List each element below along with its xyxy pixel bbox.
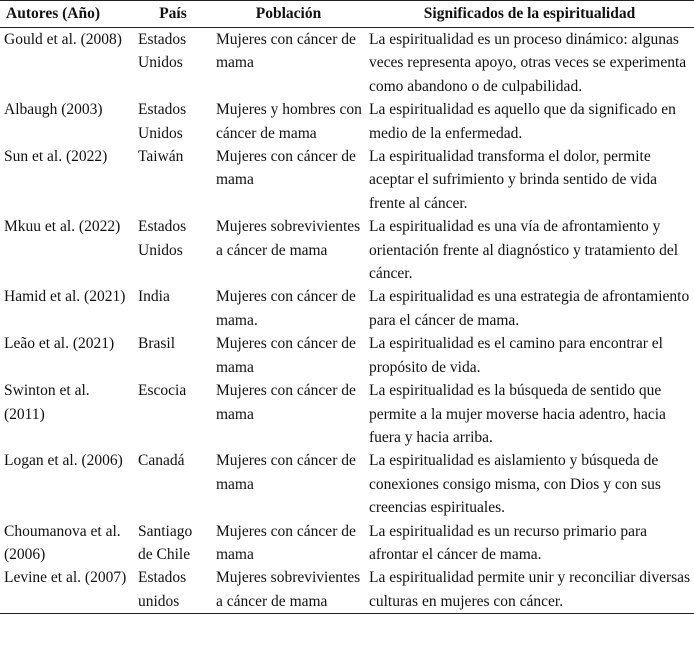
cell-meaning: La espiritualidad es un recurso primario para afrontar el cáncer de mama.: [369, 522, 648, 563]
header-country: País: [134, 1, 212, 28]
header-meaning: Significados de la espiritualidad: [365, 1, 694, 28]
table-body: [0, 28, 694, 614]
cell-country: India: [138, 288, 170, 306]
cell-meaning: La espiritualidad permite unir y reconciliar diversas culturas en mujeres con cáncer.: [365, 566, 694, 613]
cell-population: Mujeres con cáncer de mama: [216, 382, 356, 423]
cell-meaning: La espiritualidad es un proceso dinámico: algunas veces representa apoyo, otras veces se experimenta como abandono o de culpabilidad.: [369, 31, 687, 95]
table-row: [0, 566, 694, 613]
cell-country: Estados unidos: [134, 566, 212, 613]
table-row: [0, 145, 694, 215]
header-population: Población: [212, 1, 365, 28]
cell-population: Mujeres con cáncer de mama: [216, 522, 356, 563]
table-row: [0, 520, 694, 567]
table-row: [0, 28, 694, 99]
cell-authors: Levine et al. (2007): [0, 566, 134, 613]
cell-authors: Mkuu et al. (2022): [4, 218, 121, 236]
cell-population: Mujeres sobrevivientes a cáncer de mama: [212, 566, 365, 613]
table-header: [0, 1, 694, 28]
cell-authors: Logan et al. (2006): [4, 452, 123, 470]
cell-authors: Hamid et al. (2021): [4, 288, 126, 306]
cell-country: Estados Unidos: [138, 31, 187, 72]
cell-country: Santiago de Chile: [138, 522, 193, 563]
table-row: [0, 449, 694, 519]
table-row: [0, 98, 694, 145]
cell-meaning: La espiritualidad es una estrategia de afrontamiento para el cáncer de mama.: [369, 288, 690, 329]
cell-meaning: La espiritualidad es aislamiento y búsqueda de conexiones consigo misma, con Dios y con sus creencias espirituales.: [369, 452, 661, 517]
cell-population: Mujeres con cáncer de mama: [216, 148, 356, 189]
cell-meaning: La espiritualidad es la búsqueda de sentido que permite a la mujer moverse hacia adentro, hacia fuera y hacia arriba.: [369, 382, 666, 446]
cell-population: Mujeres con cáncer de mama.: [216, 288, 356, 329]
table-row: [0, 379, 694, 449]
cell-meaning: La espiritualidad es una vía de afrontamiento y orientación frente al diagnóstico y tratamiento del cáncer.: [369, 218, 679, 283]
table-row: [0, 215, 694, 285]
cell-country: Estados Unidos: [138, 101, 187, 142]
cell-country: Estados Unidos: [138, 218, 187, 259]
cell-population: Mujeres con cáncer de mama: [216, 335, 356, 376]
table-row: [0, 285, 694, 332]
cell-population: Mujeres con cáncer de mama: [216, 452, 356, 493]
table-row: [0, 332, 694, 379]
cell-meaning: La espiritualidad transforma el dolor, permite aceptar el sufrimiento y brinda sentido de vida frente al cáncer.: [369, 148, 657, 212]
cell-country: Taiwán: [138, 148, 184, 166]
cell-population: Mujeres y hombres con cáncer de mama: [216, 101, 362, 142]
cell-population: Mujeres sobrevivientes a cáncer de mama: [216, 218, 361, 259]
cell-country: Escocia: [138, 382, 187, 400]
cell-country: Canadá: [138, 452, 185, 470]
cell-authors: Sun et al. (2022): [4, 148, 108, 166]
header-row: [0, 1, 694, 28]
cell-authors: Albaugh (2003): [4, 101, 103, 119]
cell-meaning: La espiritualidad es el camino para encontrar el propósito de vida.: [369, 335, 663, 376]
cell-meaning: La espiritualidad es aquello que da significado en medio de la enfermedad.: [369, 101, 676, 142]
cell-authors: Choumanova et al. (2006): [4, 522, 121, 563]
cell-authors: Swinton et al. (2011): [4, 382, 90, 423]
cell-authors: Leão et al. (2021): [4, 335, 115, 353]
header-authors: Autores (Año): [0, 1, 134, 28]
cell-population: Mujeres con cáncer de mama: [216, 31, 356, 72]
cell-authors: Gould et al. (2008): [4, 31, 122, 48]
cell-country: Brasil: [138, 335, 176, 353]
